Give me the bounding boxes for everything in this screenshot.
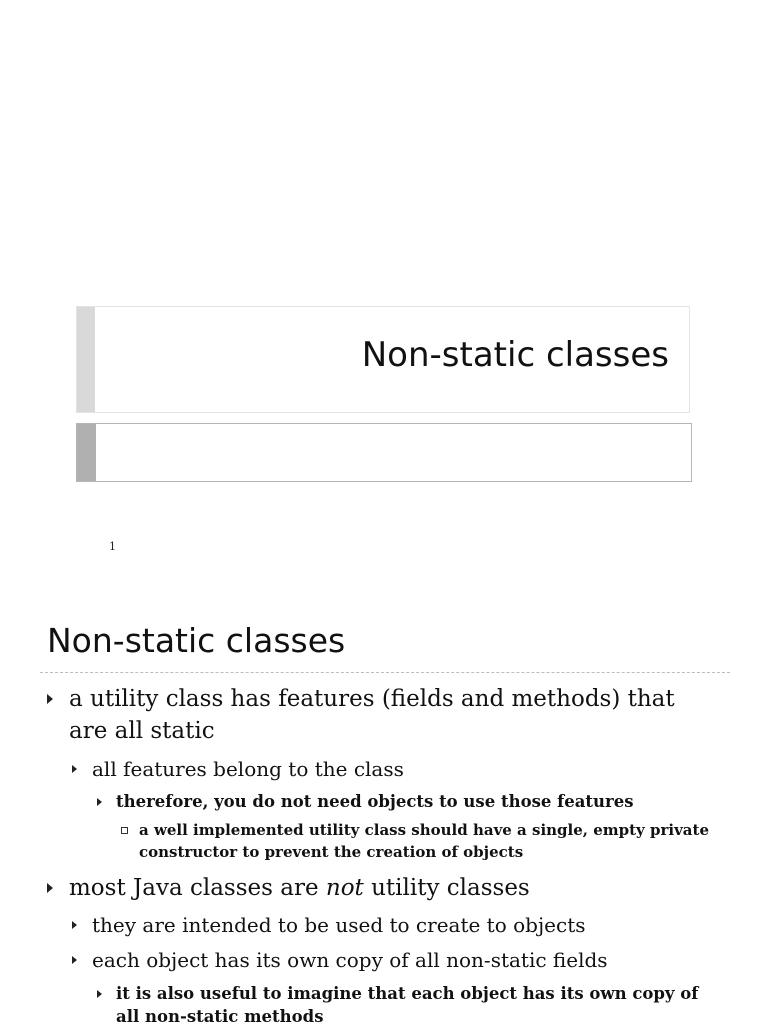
bullet-triangle-icon: [47, 694, 53, 704]
bullet-item: therefore, you do not need objects to use those features: [116, 792, 634, 811]
title-placeholder: [76, 306, 690, 413]
bullet-triangle-icon: [72, 765, 77, 773]
bullet-emphasis: not: [325, 875, 364, 901]
bullet-item: [69, 872, 719, 904]
subtitle-placeholder: [76, 423, 692, 482]
title-accent-bar: [77, 307, 95, 412]
bullet-triangle-icon: [97, 798, 102, 806]
bullet-item: it is also useful to imagine that each object has its own copy of all non-static methods: [116, 984, 699, 1026]
slide-title: Non-static classes: [361, 335, 669, 375]
bullet-text: utility classes: [363, 875, 530, 901]
slide-number: 1: [109, 540, 116, 553]
bullet-item: a utility class has features (fields and methods) that are all static: [69, 686, 675, 744]
bullet-triangle-icon: [97, 990, 102, 998]
bullet-text: most Java classes are: [69, 875, 326, 901]
slide2-title: Non-static classes: [47, 621, 346, 660]
bullet-item: they are intended to be used to create to objects: [92, 913, 586, 937]
title-divider: [40, 672, 730, 673]
bullet-triangle-icon: [47, 883, 53, 893]
bullet-square-icon: [121, 827, 128, 834]
bullet-item: all features belong to the class: [92, 757, 404, 781]
bullet-triangle-icon: [72, 956, 77, 964]
bullet-item: a well implemented utility class should have a single, empty private constructor to prevent the creation of objects: [139, 821, 709, 861]
bullet-triangle-icon: [72, 921, 77, 929]
bullet-item: each object has its own copy of all non-static fields: [92, 948, 608, 972]
subtitle-accent-bar: [77, 424, 96, 481]
